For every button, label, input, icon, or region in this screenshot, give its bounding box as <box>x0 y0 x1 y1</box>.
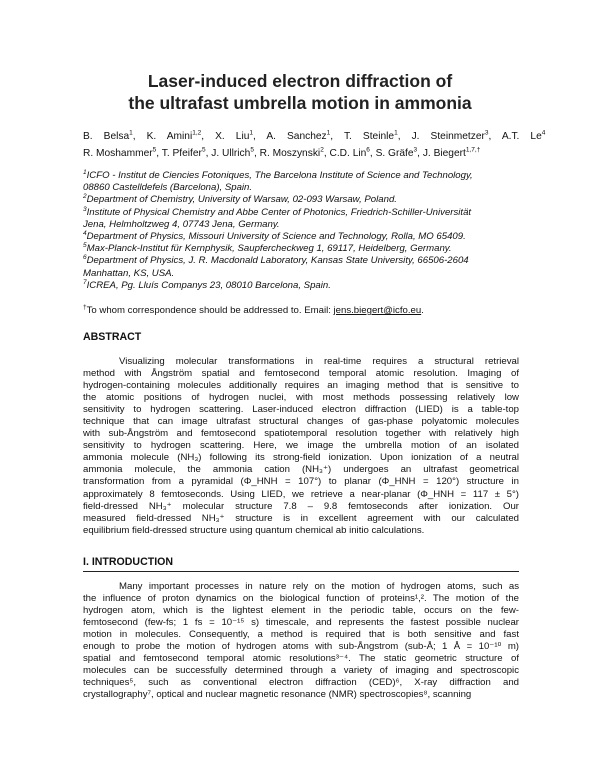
affiliation-number: 2 <box>83 193 87 201</box>
text-line: method with Ångström spatial and femtosecond temporal atomic resolution. Imaging of <box>83 368 519 380</box>
introduction-body <box>83 581 519 701</box>
affiliation-number: 3 <box>83 205 87 213</box>
introduction-heading: I. INTRODUCTION <box>83 556 519 572</box>
text-line: molecules can be successfully determined through a variety of imaging and spectroscopic <box>83 665 519 677</box>
author-affiliation-mark: 4 <box>541 129 546 137</box>
affiliation-line <box>83 170 523 182</box>
affiliation-number: 7 <box>83 278 87 286</box>
text-line: the atomic positions of hydrogen nuclei, with most methods possessing relatively low <box>83 392 519 404</box>
affiliation-line <box>83 219 523 231</box>
author-name: J. Ullrich <box>211 147 251 159</box>
affiliation-number: 4 <box>83 229 87 237</box>
author-list <box>83 129 546 162</box>
affiliation-text: ICFO - Institut de Ciencies Fotoniques, The Barcelona Institute of Science and Technology, <box>86 170 473 181</box>
text-line: hydrogen-containing molecules additionally requires an imaging method that is sensitive to <box>83 380 519 392</box>
correspondence-end: . <box>421 305 424 316</box>
affiliation-text: Department of Physics, Missouri University of Science and Technology, Rolla, MO 65409. <box>86 231 466 243</box>
author-name: S. Gräfe <box>375 147 414 159</box>
affiliation-text: Manhattan, KS, USA. <box>83 267 175 279</box>
author-line-1: B. Belsa$^1$, K. Amini$^{1,2}$, X. Liu$^1$, A. Sanchez$^1$, T. Steinle$^1$, J. Steinmetzer$^3$, A.T. Le$^4$ <box>83 129 546 142</box>
author-affiliation-mark: 3 <box>413 146 418 154</box>
author-affiliation-mark: 1 <box>249 129 254 137</box>
author-name: R. Moszynski <box>259 147 321 159</box>
affiliation-text: Institute of Physical Chemistry and Abbe Center of Photonics, Friedrich-Schiller-Universität <box>86 206 472 218</box>
affiliation-number: 1 <box>83 168 87 176</box>
affiliation-number: 6 <box>83 254 87 262</box>
affiliation-text: 08860 Castelldefels (Barcelona), Spain. <box>83 182 253 194</box>
affiliation-number: 5 <box>83 242 87 250</box>
affiliation-text: Department of Physics, J. R. Macdonald Laboratory, Kansas State University, 66506-2604 <box>86 255 469 267</box>
affiliation-line <box>83 280 523 292</box>
text-line: sensitivity to hydrogen scattering. Here, we image the umbrella motion of an isolated <box>83 440 519 452</box>
text-line: Visualizing molecular transformations in real-time requires a structural retrieval <box>119 356 519 367</box>
author-name: R. Moshammer <box>83 147 153 159</box>
author-affiliation-mark: 5 <box>152 146 157 154</box>
author-affiliation-mark: 5 <box>250 146 254 154</box>
author-name: T. Pfeifer <box>161 147 202 159</box>
text-line: Many important processes in nature rely on the motion of hydrogen atoms, such as <box>119 581 519 592</box>
author-name: J. Biegert <box>422 147 466 159</box>
affiliation-text: Department of Chemistry, University of Warsaw, 02-093 Warsaw, Poland. <box>86 194 397 206</box>
author-affiliation-mark: 3 <box>484 129 489 137</box>
correspondence-note <box>83 305 523 317</box>
text-line: hydrogen atom, which is the lightest element in the periodic table, occurs on the few- <box>83 605 519 617</box>
text-line: the influence of proton dynamics on the biological function of proteins¹,². The motion of the <box>83 593 519 605</box>
author-affiliation-mark: 1,2 <box>192 129 202 137</box>
author-name: B. Belsa <box>83 131 130 142</box>
author-affiliation-mark: 1 <box>326 129 331 137</box>
text-line: sensitivity to hydrogen scattering. Laser-induced electron diffraction (LIED) is a table-top <box>83 404 519 416</box>
text-line: spatial and femtosecond temporal atomic resolutions³⁻⁴. The static geometric structure of <box>83 653 519 665</box>
text-line: measured field-dressed NH₃⁺ structure is in excellent agreement with our calculated <box>83 512 519 524</box>
text-line: motion in molecules. Consequently, a method is required that is both sensitive and fast <box>83 629 519 641</box>
text-line: field-dressed NH₃⁺ molecular structure 7.8 – 9.8 femtoseconds after ionization. Our <box>83 500 519 512</box>
text-line: ammonia molecule, the ammonia cation (NH₃⁺) undergoes an ultrafast geometrical <box>83 464 519 476</box>
affiliation-list <box>83 170 523 292</box>
affiliation-text: ICREA, Pg. Lluís Companys 23, 08010 Barcelona, Spain. <box>86 279 331 291</box>
text-line: transformation from a pyramidal (Φ_HNH = 107°) to planar (Φ_HNH = 120°) structure in <box>83 476 519 488</box>
author-name: A. Sanchez <box>266 131 327 142</box>
text-line: technique that can image ultrafast structural changes of gas-phase polyatomic molecules <box>83 416 519 428</box>
author-name: T. Steinle <box>343 131 395 142</box>
author-name: C.D. Lin <box>329 147 367 159</box>
affiliation-line <box>83 231 523 243</box>
affiliation-line <box>83 255 523 267</box>
title-line-2: the ultrafast umbrella motion in ammonia <box>128 93 472 113</box>
text-line: crystallography⁷, optical and nuclear magnetic resonance (NMR) spectroscopies⁸, scanning <box>83 689 472 701</box>
affiliation-line <box>83 182 523 194</box>
author-affiliation-mark: 1,7,† <box>465 146 481 154</box>
author-line-2: R. Moshammer$^5$, T. Pfeifer$^5$, J. Ullrich$^5$, R. Moszynski$^2$, C.D. Lin$^6$, S. Gräfe$^3$, J. Biegert$^{1,7,\dagger}$ <box>83 146 481 159</box>
abstract-body <box>83 356 519 537</box>
affiliation-line <box>83 243 523 255</box>
text-line: equilibrium field-dressed structure using quantum chemical ab initio calculations. <box>83 524 425 536</box>
author-affiliation-mark: 2 <box>320 146 324 154</box>
author-name: J. Steinmetzer <box>411 131 485 142</box>
author-affiliation-mark: 1 <box>129 129 133 137</box>
affiliation-line <box>83 268 523 280</box>
text-line: femtosecond (few-fs; 1 fs = 10⁻¹⁵ s) timescale, and represents the fastest possible nuclear <box>83 617 519 629</box>
author-affiliation-mark: 1 <box>394 129 398 137</box>
author-name: A.T. Le <box>501 131 542 142</box>
affiliation-text: Max-Planck-Institut für Kernphysik, Saupfercheckweg 1, 69117, Heidelberg, Germany. <box>86 243 452 255</box>
dagger-mark: † <box>83 303 87 311</box>
text-line: ammonia molecule (NH₃) following its strong-field ionization. Upon ionization of a neutral <box>83 452 519 464</box>
author-affiliation-mark: 6 <box>366 146 370 154</box>
text-line: with sub-Ångström and femtosecond spatiotemporal resolution together with relatively high <box>83 428 519 440</box>
author-name: K. Amini <box>146 131 193 142</box>
affiliation-line <box>83 194 523 206</box>
affiliation-text: Jena, Helmholtzweg 4, 07743 Jena, Germany. <box>83 218 280 230</box>
title-line-1: Laser-induced electron diffraction of <box>147 71 453 91</box>
abstract-heading: ABSTRACT <box>83 331 142 343</box>
author-name: X. Liu <box>215 131 250 142</box>
text-line: approximately 8 femtoseconds. Using LIED, we retrieve a near-planar (Φ_HNH = 117 ± 5°) <box>83 488 519 500</box>
text-line: techniques⁵, such as conventional electron diffraction (CED)⁶, X-ray diffraction and <box>83 677 519 689</box>
correspondence-text: To whom correspondence should be addressed to. Email: <box>86 305 334 316</box>
text-line: enough to probe the motion of hydrogen atoms with sub-Ångstrom (sub-Å; 1 Å = 10⁻¹⁰ m) <box>83 641 519 653</box>
author-affiliation-mark: 5 <box>201 146 206 154</box>
paper-title <box>60 70 540 114</box>
email-link[interactable]: jens.biegert@icfo.eu <box>333 305 422 316</box>
affiliation-line <box>83 207 523 219</box>
